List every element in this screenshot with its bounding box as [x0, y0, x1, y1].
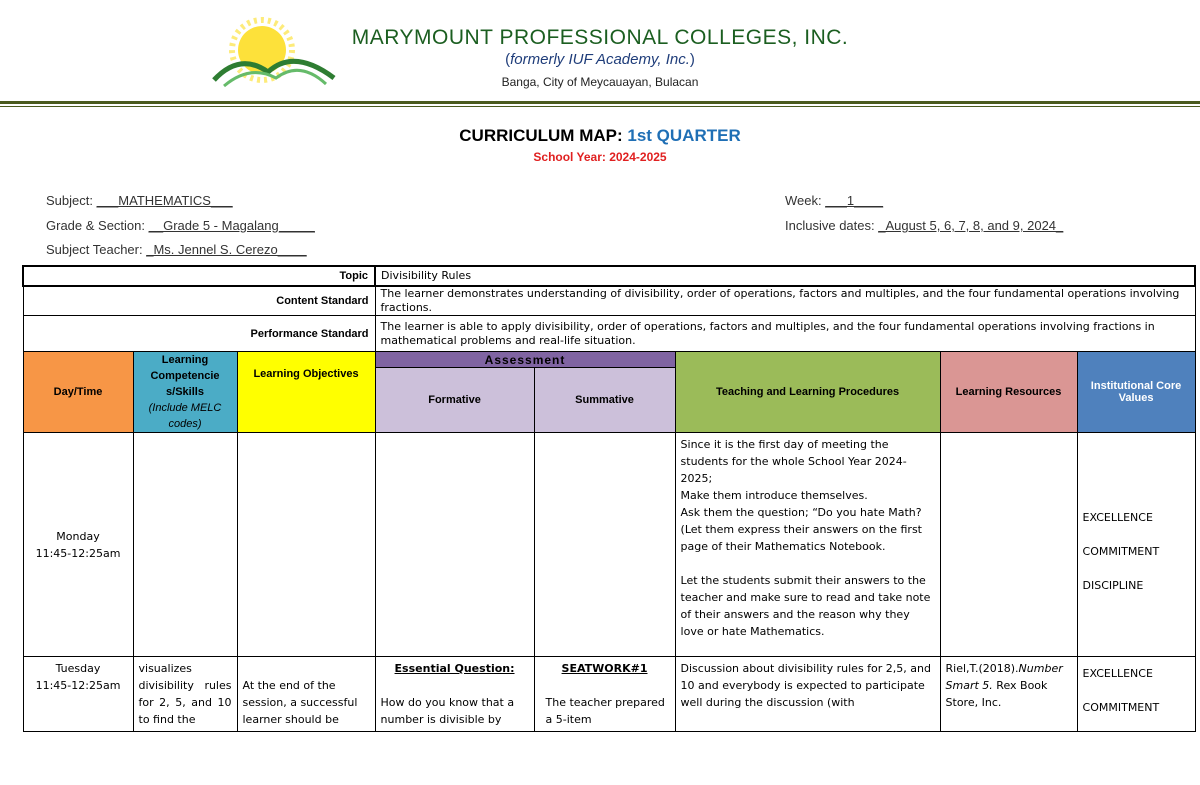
formative-cell: Essential Question: How do you know that a number is divisible by — [375, 657, 534, 732]
day-time-header: Day/Time — [23, 352, 133, 433]
topic-value: Divisibility Rules — [375, 266, 1195, 286]
assessment-header: Assessment — [375, 352, 675, 368]
content-standard-value: The learner demonstrates understanding of divisibility, order of operations, factors and multiples, and the four fundamental operations involving fractions. — [375, 286, 1195, 316]
week-line: Week: ___1____ — [785, 193, 884, 208]
summative-cell: SEATWORK#1 The teacher prepared a 5-item — [534, 657, 675, 732]
header-divider-thin — [0, 106, 1200, 107]
formative-header: Formative — [375, 368, 534, 433]
topic-row — [23, 266, 1195, 286]
resources-cell: Riel,T.(2018).Number Smart 5. Rex Book Store, Inc. — [940, 657, 1077, 732]
subject-line: Subject: ___MATHEMATICS___ — [46, 193, 233, 208]
procedures-header: Teaching and Learning Procedures — [675, 352, 940, 433]
objective-cell — [237, 433, 375, 657]
performance-standard-row — [23, 316, 1195, 352]
formative-cell — [375, 433, 534, 657]
procedures-cell: Since it is the first day of meeting the students for the whole School Year 2024-2025; Make them introduce themselves. Ask them the question; “Do you hate Math? (Let them express their answers on the first page of their Mathematics Notebook. Let the students submit their answers to the teacher and make sure to read and take note of their answers and the reason why they love or hate Mathematics. — [675, 433, 940, 657]
content-standard-label: Content Standard — [23, 286, 375, 316]
core-values-cell: EXCELLENCE COMMITMENT DISCIPLINE — [1077, 433, 1195, 657]
performance-standard-value: The learner is able to apply divisibility, order of operations, factors and multiples, and the four fundamental operations involving fractions in mathematical problems and real-life situation. — [375, 316, 1195, 352]
objective-cell: At the end of the session, a successful learner should be — [237, 657, 375, 732]
table-row — [23, 657, 1195, 732]
grade-section-line: Grade & Section: __Grade 5 - Magalang_____ — [46, 218, 315, 233]
school-year: School Year: 2024-2025 — [533, 150, 667, 164]
topic-label: Topic — [23, 266, 375, 286]
competencies-header: Learning Competencie s/Skills (Include MELC codes) — [133, 352, 237, 433]
day-time-cell: Monday 11:45-12:25am — [23, 433, 133, 657]
day-time-cell: Tuesday 11:45-12:25am — [23, 657, 133, 732]
objectives-header: Learning Objectives — [237, 352, 375, 433]
core-values-header: Institutional Core Values — [1077, 352, 1195, 433]
competency-cell — [133, 433, 237, 657]
content-standard-row — [23, 286, 1195, 316]
summative-cell — [534, 433, 675, 657]
inclusive-dates-line: Inclusive dates: _August 5, 6, 7, 8, and 9, 2024_ — [785, 218, 1064, 233]
former-name: (formerly IUF Academy, Inc.) — [505, 51, 695, 68]
curriculum-map-table — [22, 265, 1196, 732]
header-row-1 — [23, 352, 1195, 368]
performance-standard-label: Performance Standard — [23, 316, 375, 352]
teacher-line: Subject Teacher: _Ms. Jennel S. Cerezo____ — [46, 242, 307, 257]
document-title: CURRICULUM MAP: 1st QUARTER — [459, 126, 741, 145]
procedures-cell: Discussion about divisibility rules for 2,5, and 10 and everybody is expected to participate well during the discussion (with — [675, 657, 940, 732]
table-row — [23, 433, 1195, 657]
summative-header: Summative — [534, 368, 675, 433]
header-divider — [0, 101, 1200, 104]
college-name: MARYMOUNT PROFESSIONAL COLLEGES, INC. — [351, 26, 849, 49]
competency-cell: visualizes divisibility rules for 2, 5, and 10 to find the — [133, 657, 237, 732]
college-address: Banga, City of Meycauayan, Bulacan — [501, 75, 699, 89]
core-values-cell: EXCELLENCE COMMITMENT — [1077, 657, 1195, 732]
resources-header: Learning Resources — [940, 352, 1077, 433]
resources-cell — [940, 433, 1077, 657]
